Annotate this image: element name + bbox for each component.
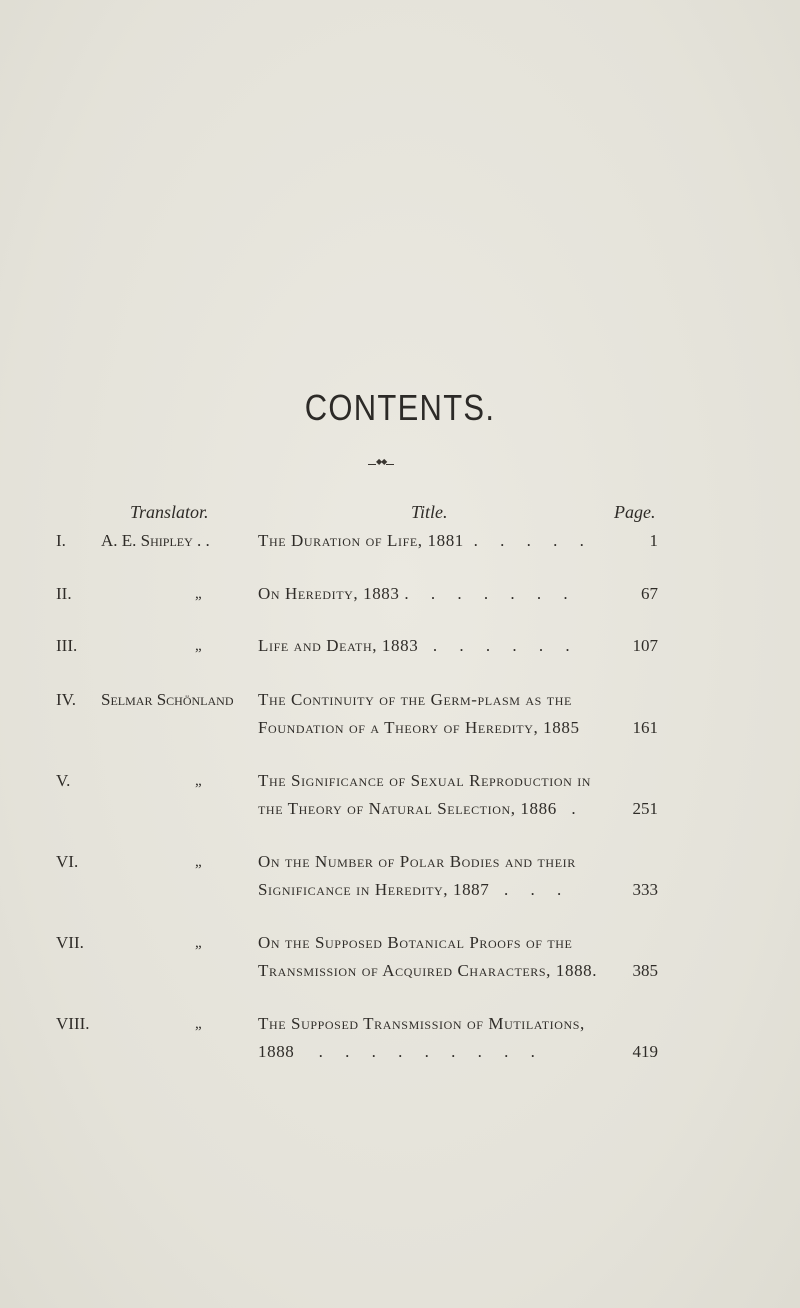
column-header-translator: Translator. bbox=[130, 502, 209, 522]
entry-leader: . . . . . . bbox=[432, 636, 579, 655]
entry-title bbox=[258, 848, 648, 904]
entry-title-line2: 1888 bbox=[258, 1042, 295, 1061]
entry-leader: . bbox=[571, 799, 585, 818]
entry-page: 161 bbox=[632, 718, 658, 737]
entry-translator: A. E. Shipley . . bbox=[101, 531, 210, 550]
entry-leader: . . . . . . . bbox=[404, 584, 577, 603]
entry-title-line1: Life and Death, 1883 bbox=[258, 636, 419, 655]
entry-page: 251 bbox=[632, 799, 658, 818]
entry-title-line2: Significance in Heredity, 1887 bbox=[258, 880, 490, 899]
entry-translator-ditto: „ bbox=[195, 586, 202, 602]
entry-leader: . . . . . . . . . bbox=[318, 1042, 544, 1061]
entry-title bbox=[258, 1010, 648, 1066]
page-title: CONTENTS. bbox=[304, 387, 496, 428]
entry-translator-ditto: „ bbox=[195, 854, 202, 870]
entry-title bbox=[258, 527, 648, 555]
entry-translator-ditto: „ bbox=[195, 935, 202, 951]
entry-title-line1: On Heredity, 1883 bbox=[258, 584, 400, 603]
ornament-rule-icon: ◆◆ bbox=[368, 463, 392, 466]
entry-numeral: I. bbox=[56, 531, 66, 550]
entry-title bbox=[258, 580, 648, 608]
entry-numeral: III. bbox=[56, 636, 78, 655]
column-header-page: Page. bbox=[614, 502, 656, 522]
entry-page: 419 bbox=[632, 1042, 658, 1061]
entry-title-line1: The Duration of Life, 1881 bbox=[258, 531, 464, 550]
entry-title-line1: The Significance of Sexual Reproduction in bbox=[258, 771, 592, 790]
entry-title-line2: the Theory of Natural Selection, 1886 bbox=[258, 799, 557, 818]
entry-page: 333 bbox=[632, 880, 658, 899]
entry-title-line1: On the Supposed Botanical Proofs of the bbox=[258, 933, 573, 952]
entry-numeral: V. bbox=[56, 771, 71, 790]
entry-leader: . . . . . bbox=[473, 531, 593, 550]
entry-numeral: VI. bbox=[56, 852, 79, 871]
entry-page: 67 bbox=[641, 584, 658, 603]
entry-title bbox=[258, 767, 648, 823]
entry-translator: Selmar Schönland bbox=[101, 690, 234, 709]
column-header-title: Title. bbox=[411, 502, 448, 522]
entry-leader: . . . bbox=[503, 880, 571, 899]
entry-page: 385 bbox=[632, 961, 658, 980]
entry-title-line2: Foundation of a Theory of Heredity, 1885 bbox=[258, 718, 580, 737]
entry-title bbox=[258, 929, 648, 985]
entry-title-line2: Transmission of Acquired Characters, 1888. bbox=[258, 961, 598, 980]
entry-page: 1 bbox=[649, 531, 658, 550]
entry-title-line1: On the Number of Polar Bodies and their bbox=[258, 852, 576, 871]
entry-title-line1: The Supposed Transmission of Mutilations, bbox=[258, 1014, 585, 1033]
entry-title bbox=[258, 686, 648, 742]
entry-numeral: VII. bbox=[56, 933, 84, 952]
entry-numeral: VIII. bbox=[56, 1014, 90, 1033]
entry-page: 107 bbox=[632, 636, 658, 655]
entry-translator-ditto: „ bbox=[195, 1016, 202, 1032]
entry-numeral: II. bbox=[56, 584, 72, 603]
entry-numeral: IV. bbox=[56, 690, 76, 709]
entry-translator-ditto: „ bbox=[195, 773, 202, 789]
entry-title-line1: The Continuity of the Germ-plasm as the bbox=[258, 690, 572, 709]
entry-title bbox=[258, 632, 648, 660]
entry-translator-ditto: „ bbox=[195, 638, 202, 654]
